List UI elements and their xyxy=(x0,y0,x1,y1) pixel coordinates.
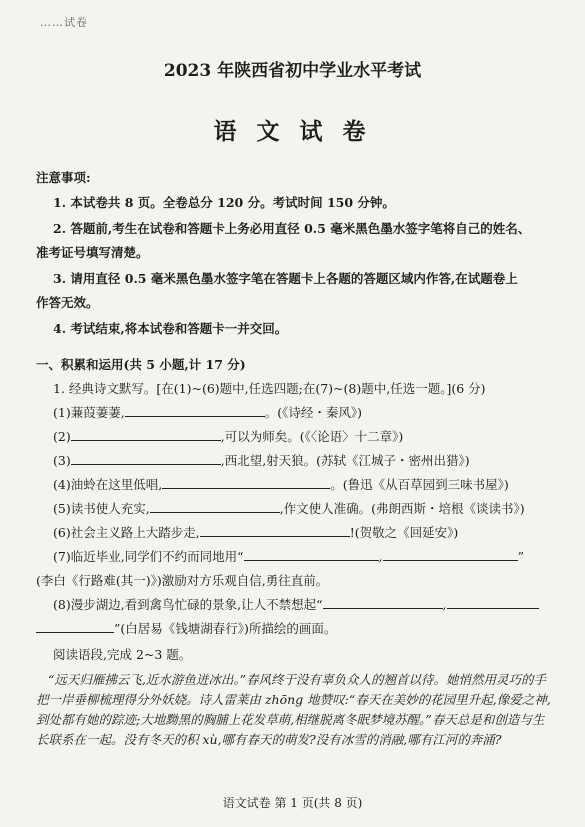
line-7-prefix: (7)临近毕业,同学们不约而同地用“ xyxy=(53,549,244,564)
answer-blank[interactable] xyxy=(125,404,265,417)
line-2 xyxy=(53,428,403,446)
line-5 xyxy=(53,500,525,518)
line-1 xyxy=(53,404,362,422)
line-5-prefix: (5)读书使人充实, xyxy=(53,501,150,516)
note-item-4: 4. 考试结束,将本试卷和答题卡一并交回。 xyxy=(53,321,288,336)
line-4-prefix: (4)油蛉在这里低唱, xyxy=(53,477,163,492)
exam-title: 2023 年陕西省初中学业水平考试 xyxy=(163,61,422,81)
answer-blank[interactable] xyxy=(447,596,539,609)
line-7-cont: (李白《行路难(其一)》)激励对方乐观自信,勇往直前。 xyxy=(36,573,329,588)
answer-blank[interactable] xyxy=(71,428,221,441)
line-8 xyxy=(53,596,539,614)
line-3-suffix: ,西北望,射天狼。(苏轼《江城子・密州出猎》) xyxy=(220,453,470,468)
line-3 xyxy=(53,452,470,470)
line-1-suffix: 。(《诗经・秦风》) xyxy=(264,405,362,420)
reading-passage: “远天归雁拂云飞,近水游鱼迸冰出。”春风终于没有辜负众人的翘首以待。她悄然用灵巧的手把一岸垂柳梳理得分外妖娆。诗人雷莱由 zhōng 地赞叹:“春天在美妙的花园里升起,像爱之神,到处都有她的踪迹;大地黝黑的胸脯上花发草萌,相继脱离冬眠梦境苏醒。”春天总是和创造与生长联系在一起。没有冬天的积 xù,哪有春天的萌发?没有冰雪的消融,哪有江河的奔涌? xyxy=(36,672,551,747)
question-1: 1. 经典诗文默写。[在(1)~(6)题中,任选四题;在(7)~(8)题中,任选一题。](6 分) xyxy=(53,381,486,396)
answer-blank[interactable] xyxy=(323,596,443,609)
note-item-2: 2. 答题前,考生在试卷和答题卡上务必用直径 0.5 毫米黑色墨水签字笔将自己的姓名、 xyxy=(53,221,531,236)
page-footer: 语文试卷 第 1 页(共 8 页) xyxy=(222,796,363,810)
note-item-1: 1. 本试卷共 8 页。全卷总分 120 分。考试时间 150 分钟。 xyxy=(53,195,395,210)
answer-blank[interactable] xyxy=(383,548,518,561)
note-item-3-cont: 作答无效。 xyxy=(36,295,99,310)
reading-intro: 阅读语段,完成 2~3 题。 xyxy=(53,647,192,662)
answer-blank[interactable] xyxy=(162,476,330,489)
line-7 xyxy=(53,548,524,566)
answer-blank[interactable] xyxy=(200,524,350,537)
corner-mark: ……试卷 xyxy=(40,16,88,29)
answer-blank[interactable] xyxy=(71,452,221,465)
line-6-prefix: (6)社会主义路上大踏步走, xyxy=(53,525,200,540)
section1-heading: 一、积累和运用(共 5 小题,计 17 分) xyxy=(36,357,246,372)
answer-blank[interactable] xyxy=(244,548,379,561)
line-4 xyxy=(53,476,509,494)
line-6-suffix: !(贺敬之《回延安》) xyxy=(349,525,459,540)
note-item-3: 3. 请用直径 0.5 毫米黑色墨水签字笔在答题卡上各题的答题区域内作答,在试题卷上 xyxy=(53,271,518,286)
line-8-suffix: ”(白居易《钱塘湖春行》)所描绘的画面。 xyxy=(114,621,337,636)
answer-blank[interactable] xyxy=(150,500,280,513)
paper-title: 语 文 试 卷 xyxy=(213,118,372,145)
line-7-comma: , xyxy=(378,549,383,564)
line-6 xyxy=(53,524,458,542)
line-3-prefix: (3) xyxy=(53,453,71,468)
line-5-suffix: ,作文使人准确。(弗朗西斯・培根《谈读书》) xyxy=(279,501,525,516)
line-8-prefix: (8)漫步湖边,看到禽鸟忙碌的景象,让人不禁想起“ xyxy=(53,597,323,612)
line-1-prefix: (1)蒹葭萋萋, xyxy=(53,405,125,420)
line-4-suffix: 。(鲁迅《从百草园到三味书屋》) xyxy=(330,477,509,492)
note-item-2-cont: 准考证号填写清楚。 xyxy=(36,245,149,260)
line-8-cont xyxy=(36,620,336,638)
line-7-close: ” xyxy=(517,549,524,564)
line-2-prefix: (2) xyxy=(53,429,71,444)
notes-heading: 注意事项: xyxy=(36,170,91,185)
line-8-comma: , xyxy=(442,597,447,612)
line-2-suffix: ,可以为师矣。(《〈论语〉十二章》) xyxy=(220,429,404,444)
answer-blank[interactable] xyxy=(36,620,114,633)
